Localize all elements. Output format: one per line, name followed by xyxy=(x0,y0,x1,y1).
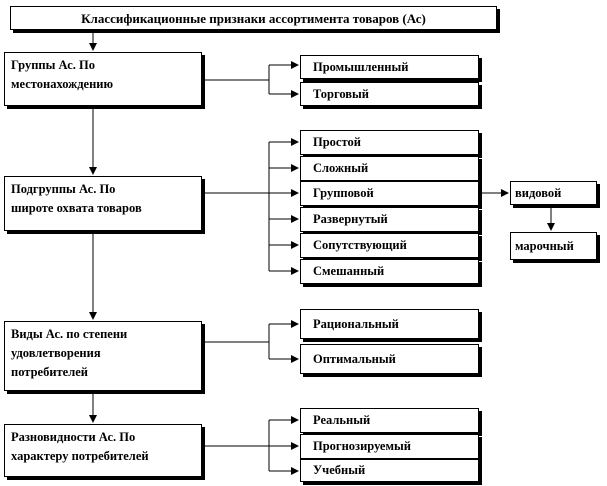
category-line: удовлетворения xyxy=(11,346,101,360)
leaf-box: Прогнозируемый xyxy=(300,434,479,459)
leaf-box: Сложный xyxy=(300,156,479,181)
diagram-title: Классификационные признаки ассортимента товаров (Ас) xyxy=(10,6,497,30)
leaf-box: Рациональный xyxy=(300,309,479,339)
leaf-box: Групповой xyxy=(300,181,479,206)
subleaf-box: марочный xyxy=(510,232,597,260)
category-line: Разновидности Ас. По xyxy=(11,430,136,444)
leaf-box: Реальный xyxy=(300,408,479,433)
category-line: потребителей xyxy=(11,365,88,379)
category-line: Виды Ас. по степени xyxy=(11,327,128,341)
leaf-box: Смешанный xyxy=(300,259,479,284)
category-line: Группы Ас. По xyxy=(11,58,95,72)
leaf-box: Учебный xyxy=(300,459,479,482)
category-line: широте охвата товаров xyxy=(11,201,142,215)
category-box-varieties xyxy=(4,424,202,477)
leaf-box: Развернутый xyxy=(300,207,479,232)
category-line: характеру потребителей xyxy=(11,449,149,463)
leaf-box: Оптимальный xyxy=(300,344,479,374)
category-line: местонахождению xyxy=(11,77,114,91)
category-box-subgroups xyxy=(4,176,202,231)
leaf-box: Промышленный xyxy=(300,55,479,79)
leaf-box: Торговый xyxy=(300,82,479,106)
category-line: Подгруппы Ас. По xyxy=(11,182,116,196)
subleaf-box: видовой xyxy=(510,181,597,205)
category-box-types xyxy=(4,321,202,391)
leaf-box: Простой xyxy=(300,130,479,155)
category-box-groups xyxy=(4,52,202,106)
leaf-box: Сопутствующий xyxy=(300,233,479,258)
